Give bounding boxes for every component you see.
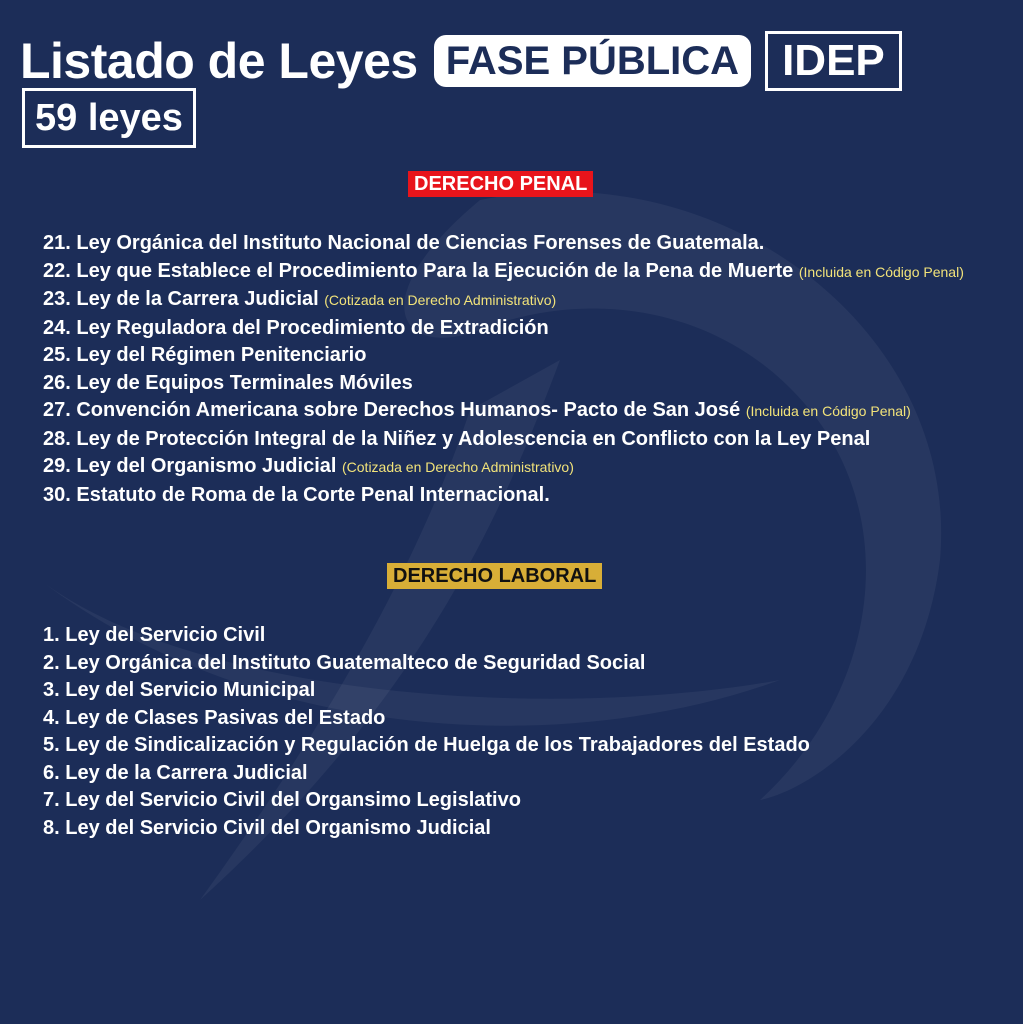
fase-badge: FASE PÚBLICA bbox=[434, 35, 751, 87]
law-title: 1. Ley del Servicio Civil bbox=[43, 624, 266, 646]
law-title: 25. Ley del Régimen Penitenciario bbox=[43, 344, 367, 366]
list-item bbox=[43, 483, 1018, 508]
header bbox=[20, 30, 902, 92]
list-item bbox=[43, 733, 1018, 758]
list-item bbox=[43, 371, 1018, 396]
list-item bbox=[43, 427, 1018, 452]
law-title: 22. Ley que Establece el Procedimiento Para la Ejecución de la Pena de Muerte bbox=[43, 259, 794, 282]
law-title: 7. Ley del Servicio Civil del Organsimo Legislativo bbox=[43, 789, 521, 811]
law-title: 30. Estatuto de Roma de la Corte Penal Internacional. bbox=[43, 483, 550, 506]
list-item bbox=[43, 816, 1018, 841]
law-note: (Incluida en Código Penal) bbox=[798, 263, 964, 280]
list-item bbox=[43, 706, 1018, 731]
law-count-badge: 59 leyes bbox=[22, 88, 196, 148]
list-item bbox=[43, 454, 1018, 480]
law-note: (Cotizada en Derecho Administrativo) bbox=[324, 292, 557, 308]
law-title: 5. Ley de Sindicalización y Regulación de Huelga de los Trabajadores del Estado bbox=[43, 734, 810, 756]
law-title: 23. Ley de la Carrera Judicial bbox=[43, 288, 319, 310]
list-item bbox=[43, 398, 1018, 424]
law-title: 3. Ley del Servicio Municipal bbox=[43, 679, 316, 701]
law-title: 27. Convención Americana sobre Derechos Humanos- Pacto de San José bbox=[43, 399, 741, 421]
page-title: Listado de Leyes bbox=[20, 33, 418, 89]
list-item bbox=[43, 651, 1018, 676]
law-title: 2. Ley Orgánica del Instituto Guatemalteco de Seguridad Social bbox=[43, 651, 646, 674]
penal-law-list bbox=[43, 231, 1018, 510]
law-title: 24. Ley Reguladora del Procedimiento de Extradición bbox=[43, 316, 549, 339]
section-label-penal: DERECHO PENAL bbox=[408, 171, 593, 197]
list-item bbox=[43, 761, 1018, 786]
law-title: 29. Ley del Organismo Judicial bbox=[43, 455, 337, 477]
list-item bbox=[43, 623, 1018, 648]
law-title: 28. Ley de Protección Integral de la Niñez y Adolescencia en Conflicto con la Ley Penal bbox=[43, 427, 871, 450]
list-item bbox=[43, 259, 1018, 285]
list-item bbox=[43, 788, 1018, 813]
list-item bbox=[43, 343, 1018, 368]
law-title: 4. Ley de Clases Pasivas del Estado bbox=[43, 706, 386, 729]
list-item bbox=[43, 678, 1018, 703]
law-note: (Incluida en Código Penal) bbox=[745, 403, 911, 419]
law-title: 6. Ley de la Carrera Judicial bbox=[43, 761, 308, 784]
list-item bbox=[43, 231, 1018, 256]
list-item bbox=[43, 287, 1018, 313]
law-title: 26. Ley de Equipos Terminales Móviles bbox=[43, 371, 413, 394]
idep-badge: IDEP bbox=[765, 31, 902, 91]
law-title: 8. Ley del Servicio Civil del Organismo Judicial bbox=[43, 816, 491, 839]
section-label-laboral: DERECHO LABORAL bbox=[387, 563, 602, 589]
list-item bbox=[43, 316, 1018, 341]
laboral-law-list bbox=[43, 623, 1018, 843]
law-note: (Cotizada en Derecho Administrativo) bbox=[342, 459, 574, 475]
law-title: 21. Ley Orgánica del Instituto Nacional de Ciencias Forenses de Guatemala. bbox=[43, 232, 765, 254]
